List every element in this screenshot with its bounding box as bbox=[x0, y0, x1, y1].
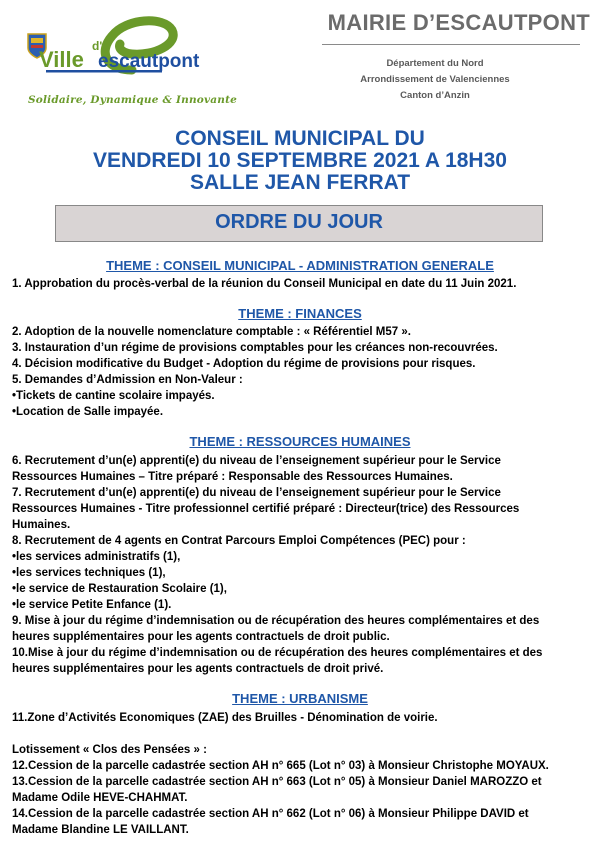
agenda-line: 4. Décision modificative du Budget - Adoption du régime de provisions pour risques. bbox=[12, 358, 476, 370]
canton-text: Canton d’Anzin bbox=[400, 90, 470, 101]
agenda-line: 7. Recrutement d’un(e) apprenti(e) du niveau de l’enseignement supérieur pour le Service bbox=[12, 487, 501, 499]
agenda-bullet: •le service de Restauration Scolaire (1), bbox=[12, 583, 227, 595]
theme-conseil-heading: THEME : CONSEIL MUNICIPAL - ADMINISTRATION GENERALE bbox=[106, 258, 494, 273]
arrondissement-text: Arrondissement de Valenciennes bbox=[360, 74, 510, 85]
logo-ville: Ville bbox=[39, 47, 84, 72]
agenda-line: Madame Odile HEVE-CHAHMAT. bbox=[12, 792, 188, 804]
agenda-line: 14.Cession de la parcelle cadastrée section AH n° 662 (Lot n° 06) à Monsieur Philippe DAVID et bbox=[12, 808, 529, 820]
agenda-line: 6. Recrutement d’un(e) apprenti(e) du niveau de l’enseignement supérieur pour le Service bbox=[12, 455, 501, 467]
agenda-line: 9. Mise à jour du régime d’indemnisation ou de récupération des heures complémentaires et des bbox=[12, 615, 540, 627]
agenda-line: 3. Instauration d’un régime de provisions comptables pour les créances non-recouvrées. bbox=[12, 342, 498, 354]
agenda-bullet: •Tickets de cantine scolaire impayés. bbox=[12, 390, 215, 402]
header-divider bbox=[322, 44, 580, 45]
logo-small-text: d' bbox=[92, 39, 103, 53]
agenda-bullet: •les services administratifs (1), bbox=[12, 551, 181, 563]
logo-slogan: Solidaire, Dynamique & Innovante bbox=[28, 94, 238, 106]
agenda-line: Ressources Humaines - Titre professionnel certifié préparé : Directeur(trice) des Ressources bbox=[12, 503, 520, 515]
agenda-line: heures supplémentaires pour les agents contractuels de droit public. bbox=[12, 631, 390, 643]
ordre-du-jour-title: ORDRE DU JOUR bbox=[215, 211, 383, 233]
agenda-bullet: •le service Petite Enfance (1). bbox=[12, 599, 172, 611]
theme-rh-heading: THEME : RESSOURCES HUMAINES bbox=[189, 434, 411, 449]
agenda-line: 11.Zone d’Activités Economiques (ZAE) des Bruilles - Dénomination de voirie. bbox=[12, 712, 438, 724]
title-line-2: VENDREDI 10 SEPTEMBRE 2021 A 18H30 bbox=[93, 149, 507, 172]
agenda-line: 2. Adoption de la nouvelle nomenclature comptable : « Référentiel M57 ». bbox=[12, 326, 411, 338]
agenda-line: Humaines. bbox=[12, 519, 71, 531]
theme-finances-heading: THEME : FINANCES bbox=[238, 306, 362, 321]
agenda-line: Ressources Humaines – Titre préparé : Responsable des Ressources Humaines. bbox=[12, 471, 453, 483]
agenda-line: 8. Recrutement de 4 agents en Contrat Parcours Emploi Compétences (PEC) pour : bbox=[12, 535, 466, 547]
agenda-line: 10.Mise à jour du régime d’indemnisation ou de récupération des heures complémentaires et des bbox=[12, 647, 543, 659]
logo-name: escautpont bbox=[98, 51, 200, 72]
lotissement-heading: Lotissement « Clos des Pensées » : bbox=[12, 744, 207, 756]
title-line-3: SALLE JEAN FERRAT bbox=[189, 171, 411, 194]
agenda-line: 1. Approbation du procès-verbal de la réunion du Conseil Municipal en date du 11 Juin 2021. bbox=[12, 278, 517, 290]
agenda-bullet: •Location de Salle impayée. bbox=[12, 406, 164, 418]
departement-text: Département du Nord bbox=[386, 58, 484, 69]
agenda-line: Madame Blandine LE VAILLANT. bbox=[12, 824, 189, 836]
agenda-line: 13.Cession de la parcelle cadastrée section AH n° 663 (Lot n° 05) à Monsieur Daniel MAROZZO et bbox=[12, 776, 542, 788]
agenda-line: 12.Cession de la parcelle cadastrée section AH n° 665 (Lot n° 03) à Monsieur Christophe MOYAUX. bbox=[12, 760, 549, 772]
agenda-line: 5. Demandes d’Admission en Non-Valeur : bbox=[12, 374, 243, 386]
theme-urbanisme-heading: THEME : URBANISME bbox=[232, 691, 368, 706]
title-line-1: CONSEIL MUNICIPAL DU bbox=[175, 127, 425, 150]
agenda-bullet: •les services techniques (1), bbox=[12, 567, 166, 579]
mairie-title: MAIRIE D’ESCAUTPONT bbox=[327, 10, 590, 35]
agenda-line: heures supplémentaires pour les agents contractuels de droit privé. bbox=[12, 663, 384, 675]
